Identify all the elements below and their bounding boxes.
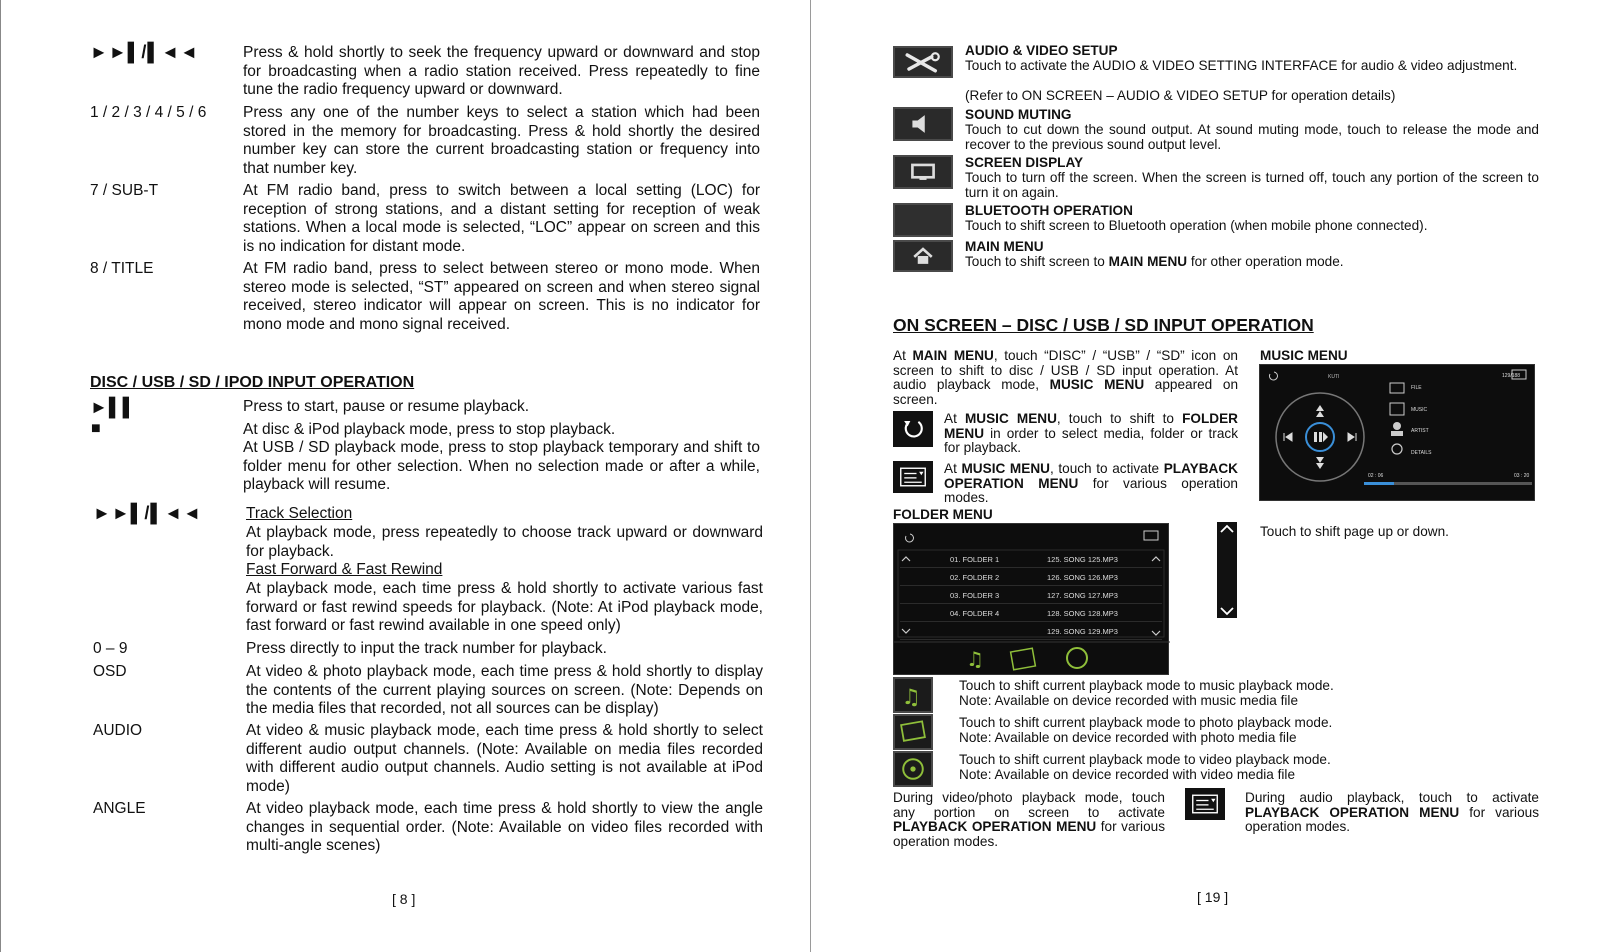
title-text: At FM radio band, press to select between stereo or mono mode. When stereo mode is selected, “ST” appeared on screen and when stereo signal received, stereo indicator will appear on screen. This is no indicator for mono mode and mono signal received. — [243, 260, 760, 333]
av-setup-text: Touch to activate the AUDIO & VIDEO SETTING INTERFACE for audio & video adjustment. — [965, 58, 1518, 73]
numeric-key: 0 – 9 — [93, 640, 128, 657]
page-scroll-bar[interactable] — [1217, 522, 1237, 618]
av-setup-title: AUDIO & VIDEO SETUP — [965, 43, 1118, 58]
music-menu-screen — [1259, 364, 1535, 501]
back-arrow-icon — [893, 411, 933, 447]
svg-text:♫: ♫ — [901, 684, 921, 710]
subt-key: 7 / SUB-T — [90, 182, 159, 199]
on-screen-heading: ON SCREEN – DISC / USB / SD INPUT OPERATION — [893, 315, 1314, 335]
osd-text: At video & photo playback mode, each time press & hold shortly to display the contents of the current playing sources on screen. (Note: Depends on the media files that recorded, not all sources can be display) — [246, 663, 763, 718]
folder-row[interactable]: 02. FOLDER 2 126. SONG 126.MP3 — [900, 569, 1162, 586]
photo-mode-text: Touch to shift current playback mode to photo playback mode. — [959, 715, 1333, 730]
playback-menu-icon[interactable] — [1185, 788, 1225, 820]
music-mode-note: Note: Available on device recorded with music media file — [959, 693, 1299, 708]
play-pause-key: ►▌▌ — [90, 397, 137, 417]
folder-row[interactable]: 129. SONG 129.MP3 — [900, 623, 1162, 640]
photo-icon[interactable] — [893, 714, 933, 750]
av-setup-note: (Refer to ON SCREEN – AUDIO & VIDEO SETUP for operation details) — [965, 88, 1396, 103]
bluetooth-title: BLUETOOTH OPERATION — [965, 203, 1133, 218]
angle-text: At video playback mode, each time press & hold shortly to view the angle changes in sequential order. (Note: Available on video files recorded with multi-angle scenes) — [246, 800, 763, 855]
bluetooth-text: Touch to shift screen to Bluetooth operation (when mobile phone connected). — [965, 218, 1428, 233]
seek-key: ►►▌/▌◄◄ — [90, 42, 199, 62]
main-menu-title: MAIN MENU — [965, 239, 1044, 254]
music-icon[interactable] — [893, 677, 933, 713]
video-mode-text: Touch to shift current playback mode to video playback mode. — [959, 752, 1331, 767]
page-number-left: [ 8 ] — [392, 891, 416, 907]
music-menu-graphic — [1260, 365, 1536, 502]
sound-muting-title: SOUND MUTING — [965, 107, 1072, 122]
music-track-counter: 129/188 — [1502, 373, 1521, 379]
sound-muting-text: Touch to cut down the sound output. At sound muting mode, touch to release the mode and recover to the previous sound output level. — [965, 122, 1539, 152]
music-item-details: DETAILS — [1411, 450, 1432, 456]
music-item-music: MUSIC — [1411, 407, 1428, 413]
page-updown-text: Touch to shift page up or down. — [1260, 524, 1449, 539]
track-selection-title: Track Selection — [246, 505, 353, 522]
folder-row[interactable]: 03. FOLDER 3 127. SONG 127.MP3 — [900, 587, 1162, 604]
seek-text: Press & hold shortly to seek the frequency upward or downward and stop for broadcasting when a radio station received. Press repeatedly to fine tune the radio frequency upward or downward. — [243, 44, 760, 99]
play-pause-text: Press to start, pause or resume playback. — [243, 398, 530, 415]
music-time-end: 03 : 20 — [1514, 473, 1530, 479]
music-item-artist: ARTIST — [1411, 428, 1429, 434]
stop-text-usb: At USB / SD playback mode, press to stop playback temporary and shift to folder menu for other selection. When no selection made or after a while, playback will resume. — [243, 439, 760, 494]
audio-playback-text: During audio playback, touch to activate PLAYBACK OPERATION MENU for various operation modes. — [1245, 790, 1539, 835]
speaker-icon — [893, 107, 953, 141]
music-menu-label: MUSIC MENU — [1260, 348, 1348, 363]
page-divider — [810, 0, 811, 952]
home-icon — [893, 240, 953, 272]
music-top-label: KUTI — [1328, 374, 1340, 380]
track-key: ►►▌/▌◄◄ — [93, 503, 202, 523]
intro-text: At MAIN MENU, touch “DISC” / “USB” / “SD” icon on screen to shift to disc / USB / SD input operation. At audio playback mode, MUSIC MENU appeared on screen. — [893, 348, 1239, 407]
page-edge — [0, 0, 1, 952]
playback-menu-instruction: At MUSIC MENU, touch to activate PLAYBACK OPERATION MENU for various operation modes. — [944, 461, 1238, 506]
music-item-file: FILE — [1411, 385, 1422, 391]
page-number-right: [ 19 ] — [1197, 889, 1229, 905]
video-photo-playback-text: During video/photo playback mode, touch any portion on screen to activate PLAYBACK OPERATION MENU for various operation modes. — [893, 790, 1165, 849]
folder-menu-screen — [893, 523, 1169, 675]
disc-section-heading: DISC / USB / SD / IPOD INPUT OPERATION — [90, 374, 415, 391]
fast-forward-title: Fast Forward & Fast Rewind — [246, 561, 443, 578]
music-time-start: 02 : 06 — [1368, 473, 1384, 479]
folder-row[interactable]: 04. FOLDER 4 128. SONG 128.MP3 — [900, 605, 1162, 622]
track-selection-text: At playback mode, press repeatedly to choose track upward or downward for playback. — [246, 524, 763, 560]
stop-text-disc: At disc & iPod playback mode, press to stop playback. — [243, 421, 616, 438]
stop-key: ■ — [91, 420, 101, 437]
monitor-icon — [893, 155, 953, 189]
audio-key: AUDIO — [93, 722, 143, 739]
audio-text: At video & music playback mode, each time press & hold shortly to select different audio output channels. (Note: Available on media files recorded with different audio output channels. Audio setting is not available at iPod mode) — [246, 722, 763, 795]
screen-display-title: SCREEN DISPLAY — [965, 155, 1084, 170]
playback-menu-icon — [893, 461, 933, 493]
tools-icon — [893, 46, 953, 78]
number-keys: 1 / 2 / 3 / 4 / 5 / 6 — [90, 104, 207, 121]
angle-key: ANGLE — [93, 800, 146, 817]
screen-display-text: Touch to turn off the screen. When the screen is turned off, touch any portion of the screen to turn it on again. — [965, 170, 1539, 200]
folder-menu-label: FOLDER MENU — [893, 507, 993, 522]
number-keys-text: Press any one of the number keys to select a station which had been stored in the memory for broadcasting. Press & hold shortly the desired number key can store the current broadcasting station or frequency into that number key. — [243, 104, 760, 177]
folder-row[interactable]: 01. FOLDER 1 125. SONG 125.MP3 — [900, 551, 1162, 568]
title-key: 8 / TITLE — [90, 260, 154, 277]
music-mode-text: Touch to shift current playback mode to music playback mode. — [959, 678, 1334, 693]
subt-text: At FM radio band, press to switch between a local setting (LOC) for reception of strong stations, and a distant setting for reception of weak stations. When a local mode is selected, “LOC” appear on screen and this is no indication for distant mode. — [243, 182, 760, 255]
video-icon[interactable] — [893, 751, 933, 787]
video-mode-note: Note: Available on device recorded with video media file — [959, 767, 1296, 782]
page-arrows-icon — [1217, 522, 1237, 618]
photo-mode-note: Note: Available on device recorded with photo media file — [959, 730, 1297, 745]
fast-forward-text: At playback mode, each time press & hold shortly to activate various fast forward or fast rewind speeds for playback. (Note: At iPod playback mode, fast forward or fast rewind available in one speed only) — [246, 580, 763, 635]
osd-key: OSD — [93, 663, 127, 680]
main-menu-text: Touch to shift screen to MAIN MENU for other operation mode. — [965, 254, 1344, 269]
svg-text:♫: ♫ — [966, 647, 984, 671]
folder-menu-instruction: At MUSIC MENU, touch to shift to FOLDER MENU in order to select media, folder or track for playback. — [944, 411, 1238, 456]
numeric-text: Press directly to input the track number for playback. — [246, 640, 607, 657]
bluetooth-icon — [893, 203, 953, 237]
